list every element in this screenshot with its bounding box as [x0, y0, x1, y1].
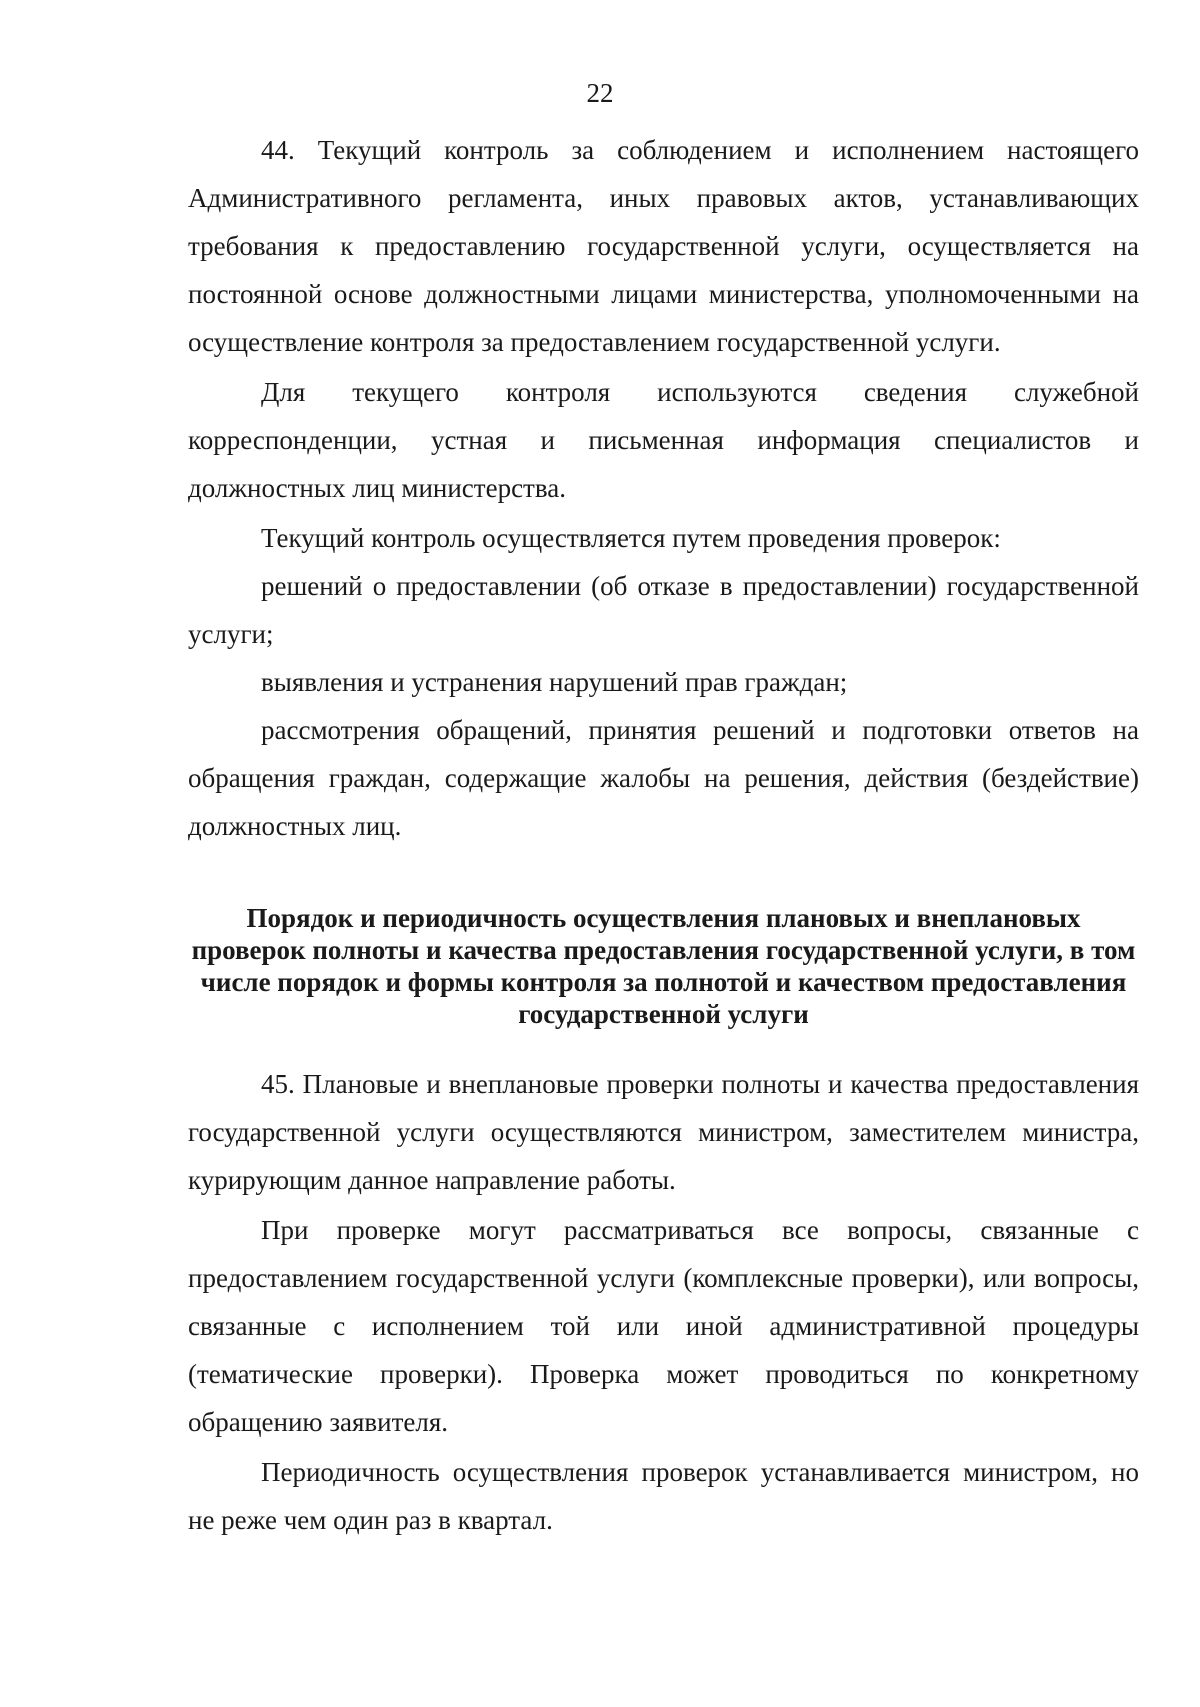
paragraph-check-decisions: решений о предоставлении (об отказе в предоставлении) государственной услуги;	[188, 571, 1139, 649]
paragraph-current-control-sources: Для текущего контроля используются сведения служебной корреспонденции, устная и письменная информация специалистов и должностных лиц министерства.	[188, 377, 1139, 503]
page-number: 22	[586, 78, 614, 108]
paragraph-44: 44. Текущий контроль за соблюдением и исполнением настоящего Административного регламента, иных правовых актов, устанавливающих требования к предоставлению государственной услуги, осуществляется на постоянной основе должностными лицами министерства, уполномоченными на осуществление контроля за предоставлением государственной услуги.	[188, 135, 1139, 357]
paragraph-check-frequency: Периодичность осуществления проверок устанавливается министром, но не реже чем один раз в квартал.	[188, 1457, 1139, 1535]
paragraph-check-scope: При проверке могут рассматриваться все вопросы, связанные с предоставлением государственной услуги (комплексные проверки), или вопросы, связанные с исполнением той или иной административной процедуры (тематические проверки). Проверка может проводиться по конкретному обращению заявителя.	[188, 1215, 1139, 1437]
paragraph-checks-intro: Текущий контроль осуществляется путем проведения проверок:	[261, 523, 1001, 553]
paragraph-45: 45. Плановые и внеплановые проверки полноты и качества предоставления государственной услуги осуществляются министром, заместителем министра, курирующим данное направление работы.	[188, 1069, 1139, 1195]
paragraph-check-violations: выявления и устранения нарушений прав граждан;	[261, 667, 848, 697]
paragraph-check-appeals: рассмотрения обращений, принятия решений и подготовки ответов на обращения граждан, содержащие жалобы на решения, действия (бездействие) должностных лиц.	[188, 715, 1139, 841]
document-body	[188, 126, 1139, 1544]
section-heading: Порядок и периодичность осуществления плановых и внеплановых проверок полноты и качества предоставления государственной услуги, в том числе порядок и формы контроля за полнотой и качеством предоставления государственной услуги	[191, 903, 1136, 1029]
